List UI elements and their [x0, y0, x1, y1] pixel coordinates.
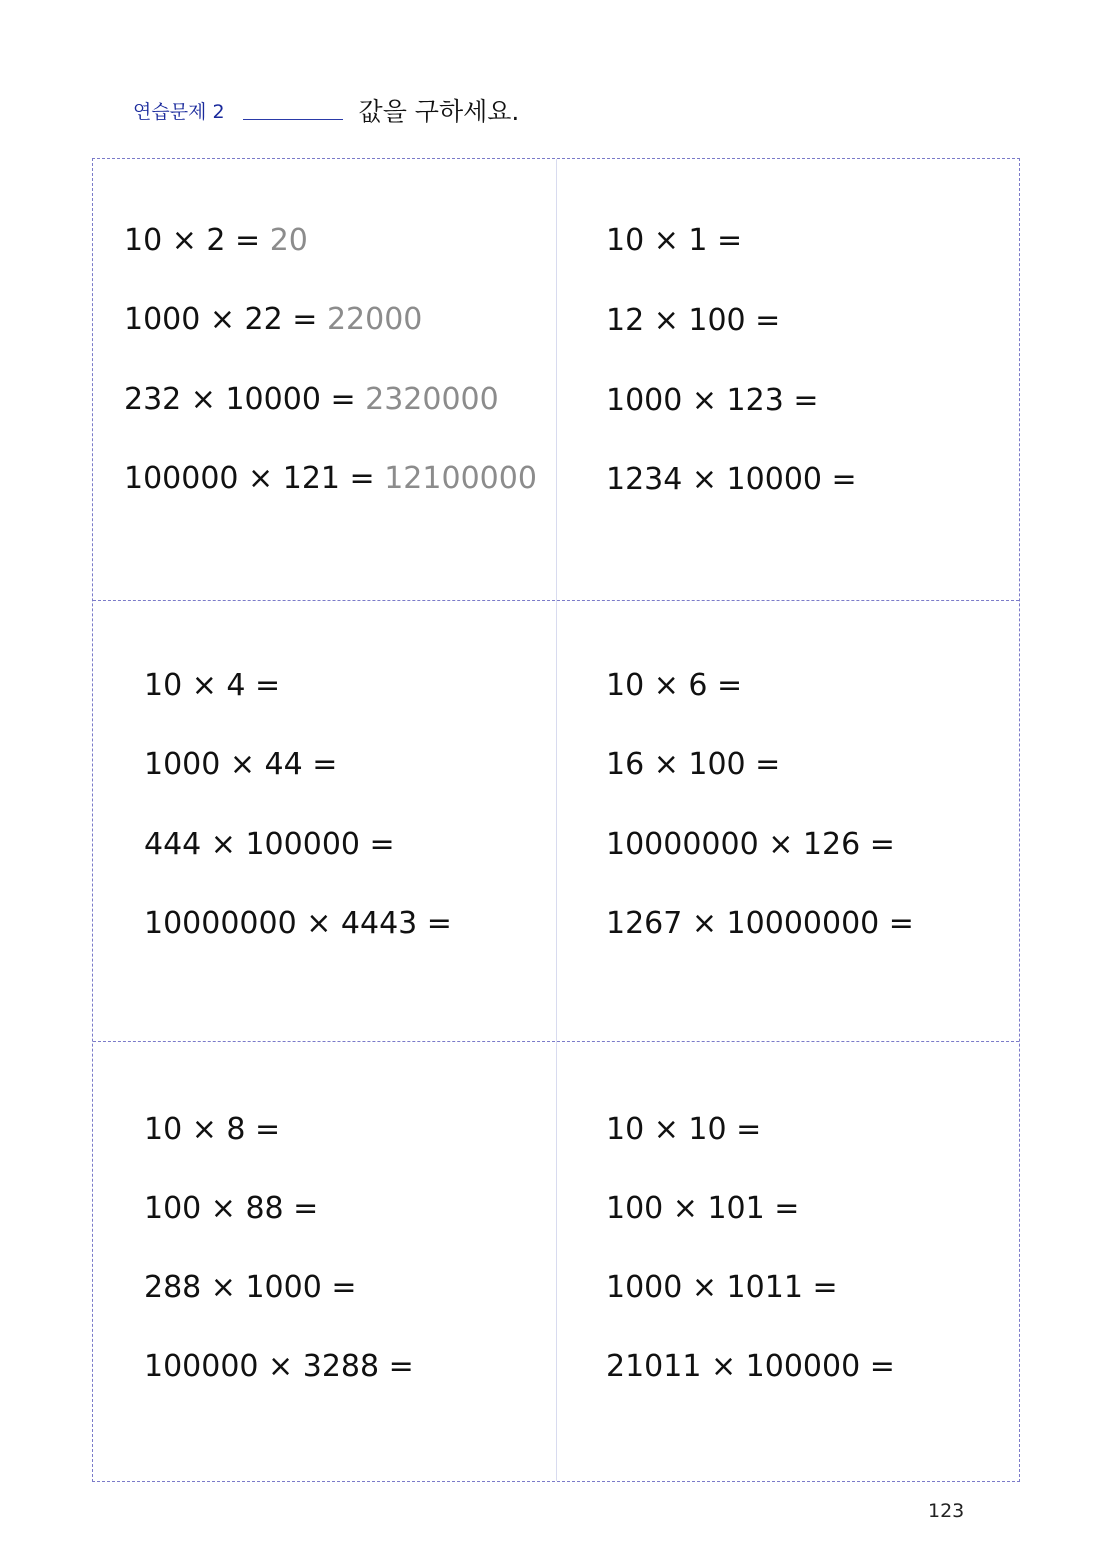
problem-expression: 1267 × 10000000 =: [606, 906, 914, 941]
problem-expression: 10 × 6 =: [606, 668, 743, 703]
problem-line: [606, 1268, 838, 1308]
problem-line: [606, 745, 780, 785]
problem-expression: 10 × 4 =: [144, 668, 281, 703]
problem-expression: 1000 × 123 =: [606, 383, 819, 418]
column-divider: [556, 159, 557, 1481]
problem-expression: 444 × 100000 =: [144, 827, 395, 862]
problem-line: [144, 825, 395, 865]
problem-answer: 12100000: [384, 461, 537, 496]
problem-answer: 22000: [326, 302, 423, 337]
problem-line: [124, 221, 308, 261]
problem-answer: 2320000: [365, 382, 499, 417]
exercise-instruction: 값을 구하세요.: [358, 97, 520, 126]
problem-expression: 1000 × 1011 =: [606, 1270, 838, 1305]
problem-expression: 100 × 101 =: [606, 1191, 800, 1226]
problem-answer: 20: [269, 223, 308, 258]
problem-expression: 232 × 10000 =: [124, 382, 356, 417]
problem-expression: 288 × 1000 =: [144, 1270, 357, 1305]
problem-line: [606, 904, 914, 944]
exercise-header: [133, 90, 519, 130]
problem-line: [606, 1189, 799, 1229]
problem-line: [606, 460, 857, 500]
problem-expression: 10 × 8 =: [144, 1112, 281, 1147]
row-divider: [93, 600, 1019, 601]
problem-line: [606, 301, 780, 341]
problem-line: [606, 1347, 895, 1387]
problem-grid: [92, 158, 1020, 1482]
problem-expression: 10 × 2 =: [124, 223, 261, 258]
exercise-label: 연습문제 2: [133, 100, 225, 123]
problem-expression: 10000000 × 4443 =: [144, 906, 452, 941]
problem-line: [144, 1110, 280, 1150]
problem-line: [144, 745, 337, 785]
problem-expression: 10 × 1 =: [606, 223, 743, 258]
problem-expression: 16 × 100 =: [606, 747, 781, 782]
answer-blank-line: [243, 119, 343, 120]
problem-line: [144, 1347, 414, 1387]
problem-expression: 1000 × 22 =: [124, 302, 318, 337]
problem-expression: 10000000 × 126 =: [606, 827, 895, 862]
problem-line: [606, 381, 819, 421]
problem-line: [144, 904, 452, 944]
page-number: 123: [928, 1500, 965, 1522]
problem-expression: 100 × 88 =: [144, 1191, 319, 1226]
problem-line: [124, 459, 537, 499]
problem-expression: 100000 × 121 =: [124, 461, 375, 496]
problem-expression: 10 × 10 =: [606, 1112, 762, 1147]
problem-line: [124, 300, 422, 340]
problem-line: [606, 1110, 761, 1150]
problem-expression: 1000 × 44 =: [144, 747, 338, 782]
problem-line: [144, 1189, 318, 1229]
problem-expression: 12 × 100 =: [606, 303, 781, 338]
problem-line: [144, 1268, 357, 1308]
problem-line: [606, 666, 742, 706]
problem-line: [124, 380, 499, 420]
problem-line: [144, 666, 280, 706]
problem-line: [606, 221, 742, 261]
problem-expression: 1234 × 10000 =: [606, 462, 857, 497]
problem-line: [606, 825, 895, 865]
problem-expression: 100000 × 3288 =: [144, 1349, 414, 1384]
row-divider: [93, 1041, 1019, 1042]
problem-expression: 21011 × 100000 =: [606, 1349, 895, 1384]
